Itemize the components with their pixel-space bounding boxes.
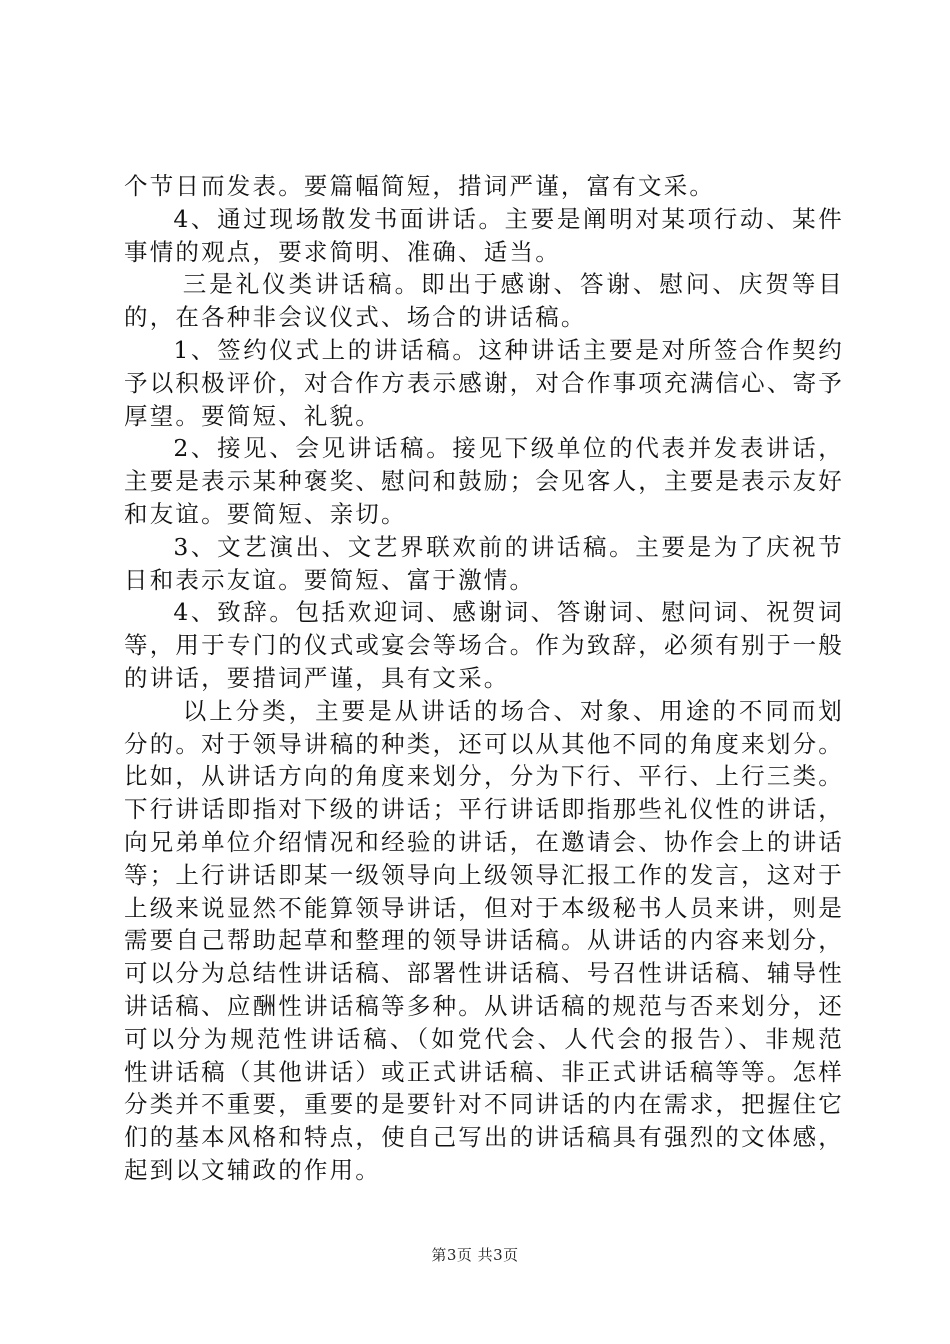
paragraph-item-3-performance: 3、文艺演出、文艺界联欢前的讲话稿。主要是为了庆祝节日和表示友谊。要简短、富于激情。 [124,532,844,594]
paragraph-continuation: 个节日而发表。要篇幅简短，措词严谨，富有文采。 [124,172,716,200]
page-number-footer: 第3页 共3页 [431,1246,519,1264]
document-body [124,170,844,1187]
paragraph-classification-summary: 以上分类，主要是从讲话的场合、对象、用途的不同而划分的。对于领导讲稿的种类，还可以从其他不同的角度来划分。比如，从讲话方向的角度来划分，分为下行、平行、上行三类。下行讲话即指对下级的讲话；平行讲话即指那些礼仪性的讲话，向兄弟单位介绍情况和经验的讲话，在邀请会、协作会上的讲话等；上行讲话即某一级领导向上级领导汇报工作的发言，这对于上级来说显然不能算领导讲话，但对于本级秘书人员来讲，则是需要自己帮助起草和整理的领导讲话稿。从讲话的内容来划分，可以分为总结性讲话稿、部署性讲话稿、号召性讲话稿、辅导性讲话稿、应酬性讲话稿等多种。从讲话稿的规范与否来划分，还可以分为规范性讲话稿、（如党代会、人代会的报告）、非规范性讲话稿（其他讲话）或正式讲话稿、非正式讲话稿等等。怎样分类并不重要，重要的是要针对不同讲话的内在需求，把握住它们的基本风格和特点，使自己写出的讲话稿具有强烈的文体感，起到以文辅政的作用。 [124,696,844,1184]
paragraph-item-1-signing: 1、签约仪式上的讲话稿。这种讲话主要是对所签合作契约予以积极评价，对合作方表示感谢，对合作事项充满信心、寄予厚望。要简短、礼貌。 [124,335,844,430]
paragraph-item-4-address: 4、致辞。包括欢迎词、感谢词、答谢词、慰问词、祝贺词等，用于专门的仪式或宴会等场合。作为致辞，必须有别于一般的讲话，要措词严谨，具有文采。 [124,598,844,692]
paragraph-item-4-written-speech: 4、通过现场散发书面讲话。主要是阐明对某项行动、某件事情的观点，要求简明、准确、适当。 [124,204,844,266]
paragraph-item-2-meeting: 2、接见、会见讲话稿。接见下级单位的代表并发表讲话，主要是表示某种褒奖、慰问和鼓励；会见客人，主要是表示友好和友谊。要简短、亲切。 [124,434,844,528]
paragraph-ceremonial-speech: 三是礼仪类讲话稿。即出于感谢、答谢、慰问、庆贺等目的，在各种非会议仪式、场合的讲话稿。 [124,270,844,332]
